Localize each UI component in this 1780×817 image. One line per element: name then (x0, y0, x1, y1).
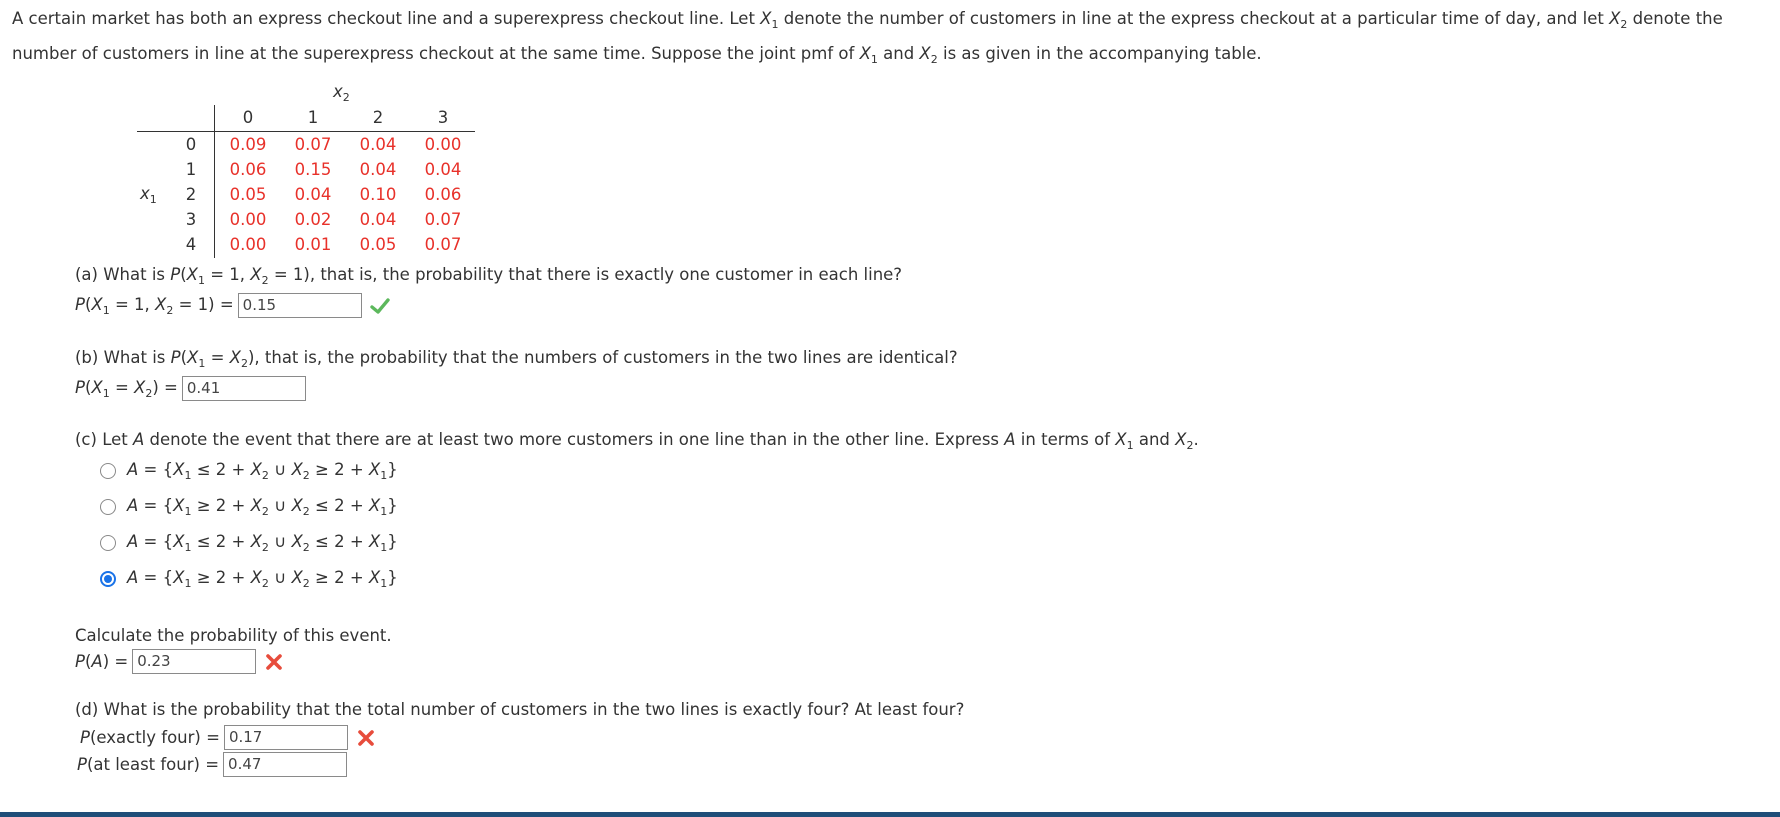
joint-pmf-table (0, 72, 480, 262)
part-c-option-4[interactable] (100, 568, 398, 590)
problem-intro: A certain market has both an express checkout line and a superexpress checkout line. Let $X_1$ denote the number of customers in line at the express checkout at a particular time of day, and let $X_2$ denote the number of customers in line at the superexpress checkout at the same time. Suppose the joint pmf of $X_1$ and $X_2$ is as given in the accompanying table. (12, 9, 1723, 66)
pmf-cell: 0.04 (359, 160, 397, 179)
option-formula: $A = \{X_1 \ge 2 + X_2$ ∪ $X_2 \le 2 + X_1$} (127, 496, 398, 518)
pmf-cell: 0.00 (229, 235, 267, 254)
option-formula: $A = \{X_1 \ge 2 + X_2$ ∪ $X_2 \ge 2 + X_1$} (127, 568, 398, 590)
row-header: 4 (185, 235, 197, 254)
correct-check-icon (370, 296, 390, 316)
part-c-option-1[interactable] (100, 460, 398, 482)
part-a-answer-label: $P(X_1 = 1$, $X_2 = 1$) = (75, 294, 234, 317)
part-d-exactly-row (80, 725, 376, 750)
pmf-cell: 0.00 (229, 210, 267, 229)
part-d-question: (d) What is the probability that the total number of customers in the two lines is exactly four? At least four? (75, 700, 965, 719)
incorrect-cross-icon (264, 652, 284, 672)
radio-button-selected[interactable] (100, 571, 116, 587)
table-horizontal-rule (137, 131, 475, 132)
pmf-cell: 0.09 (229, 135, 267, 154)
pmf-cell: 0.00 (424, 135, 462, 154)
column-header: 2 (372, 108, 384, 127)
pmf-cell: 0.04 (359, 210, 397, 229)
pmf-cell: 0.07 (294, 135, 332, 154)
part-b-question: (b) What is $P(X_1 = X_2)$, that is, the probability that the numbers of customers in the two lines are identical? (75, 348, 958, 370)
part-c-answer-label: P(A) = (75, 652, 129, 671)
part-c-calc-label: Calculate the probability of this event. (75, 626, 392, 645)
pmf-cell: 0.06 (229, 160, 267, 179)
part-c-question: (c) Let A denote the event that there are at least two more customers in one line than in the other line. Express A in terms of $X_1$ and $X_2$. (75, 430, 1199, 452)
option-formula: $A = \{X_1 \le 2 + X_2$ ∪ $X_2 \ge 2 + X_1$} (127, 460, 398, 482)
part-c-option-2[interactable] (100, 496, 398, 518)
row-header: 1 (185, 160, 197, 179)
pmf-cell: 0.15 (294, 160, 332, 179)
pmf-cell: 0.04 (424, 160, 462, 179)
part-a-answer-row (75, 293, 390, 318)
row-variable-label: $x_1$ (140, 184, 157, 206)
part-b-answer-row (75, 376, 306, 401)
pmf-cell: 0.07 (424, 210, 462, 229)
pmf-cell: 0.02 (294, 210, 332, 229)
column-variable-label: $x_2$ (333, 82, 350, 104)
pmf-cell: 0.05 (229, 185, 267, 204)
row-header: 0 (185, 135, 197, 154)
part-d-atleast-input[interactable]: 0.47 (223, 752, 347, 777)
part-d-exactly-input[interactable]: 0.17 (224, 725, 348, 750)
column-header: 1 (307, 108, 319, 127)
column-header: 0 (242, 108, 254, 127)
pmf-cell: 0.05 (359, 235, 397, 254)
part-b-answer-input[interactable]: 0.41 (182, 376, 306, 401)
pmf-cell: 0.04 (294, 185, 332, 204)
radio-button[interactable] (100, 463, 116, 479)
row-header: 3 (185, 210, 197, 229)
pmf-cell: 0.06 (424, 185, 462, 204)
pmf-cell: 0.01 (294, 235, 332, 254)
row-header: 2 (185, 185, 197, 204)
bottom-bar (0, 812, 1780, 817)
pmf-cell: 0.04 (359, 135, 397, 154)
part-c-answer-input[interactable]: 0.23 (132, 649, 256, 674)
pmf-cell: 0.07 (424, 235, 462, 254)
part-c-option-3[interactable] (100, 532, 398, 554)
part-a-question: (a) What is $P(X_1 = 1$, $X_2 = 1$), that is, the probability that there is exactly one customer in each line? (75, 265, 903, 287)
part-b-answer-label: $P(X_1 = X_2)$ = (75, 377, 178, 400)
part-c-answer-row (75, 649, 284, 674)
radio-button[interactable] (100, 499, 116, 515)
part-d-atleast-row (77, 752, 347, 777)
pmf-cell: 0.10 (359, 185, 397, 204)
part-a-answer-input[interactable]: 0.15 (238, 293, 362, 318)
incorrect-cross-icon (356, 728, 376, 748)
part-d-exactly-label: P(exactly four) = (80, 728, 220, 747)
option-formula: $A = \{X_1 \le 2 + X_2$ ∪ $X_2 \le 2 + X_1$} (127, 532, 398, 554)
part-d-atleast-label: P(at least four) = (77, 755, 220, 774)
radio-button[interactable] (100, 535, 116, 551)
column-header: 3 (437, 108, 449, 127)
